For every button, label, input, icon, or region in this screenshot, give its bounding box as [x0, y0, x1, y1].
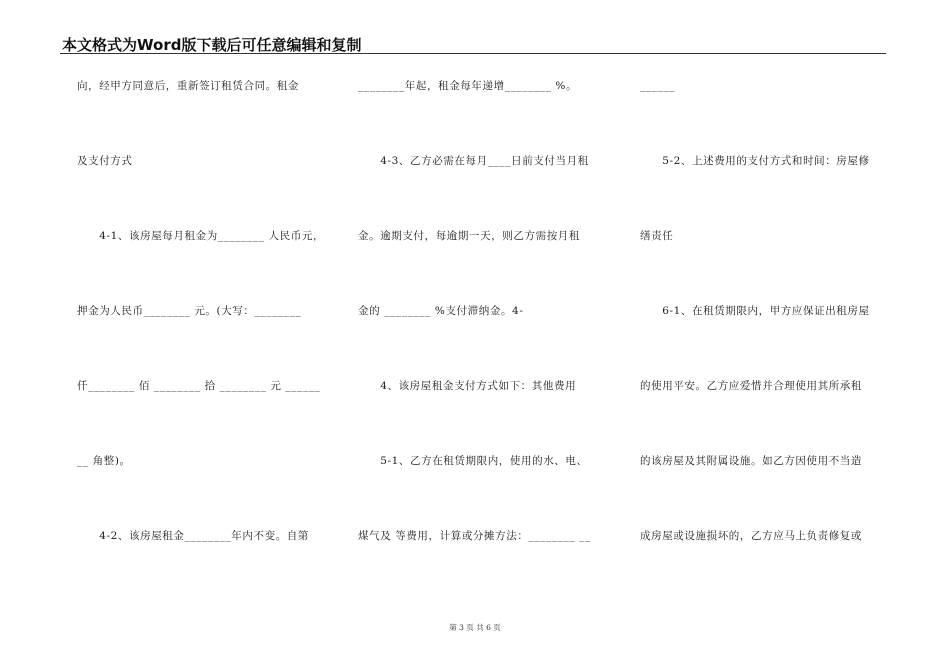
- text-line: ________年起，租金每年递增________ %。: [358, 80, 578, 92]
- text-line: 5-2、上述费用的支付方式和时间：房屋修: [640, 155, 870, 167]
- text-line: 煤气及 等费用，计算或分摊方法：________ __: [358, 530, 591, 542]
- text-line: ______: [640, 80, 676, 92]
- text-line: 金。逾期支付，每逾期一天，则乙方需按月租: [358, 230, 580, 242]
- text-column-3: [640, 0, 890, 672]
- text-line: 5-1、乙方在租赁期限内，使用的水、电、: [358, 455, 588, 467]
- text-line: 金的 ________ %支付滞纳金。4-: [358, 305, 524, 317]
- text-line: 6-1、在租赁期限内，甲方应保证出租房屋: [640, 305, 870, 317]
- text-line: 4-1、该房屋每月租金为________ 人民币元，: [77, 230, 325, 242]
- document-header-title: 本文格式为Word版下载后可任意编辑和复制: [62, 36, 362, 54]
- text-line: 缮责任: [640, 230, 674, 242]
- text-column-1: [77, 0, 332, 672]
- text-line: 向，经甲方同意后，重新签订租赁合同。租金: [77, 80, 299, 92]
- text-line: 及支付方式: [77, 155, 133, 167]
- text-column-2: [358, 0, 613, 672]
- text-line: 4-3、乙方必需在每月____日前支付当月租: [358, 155, 589, 167]
- text-line: 押金为人民币________ 元。(大写：________: [77, 305, 302, 317]
- page-number-footer: 第 3 页 共 6 页: [449, 623, 501, 632]
- text-line: 的使用平安。乙方应爱惜并合理使用其所承租: [640, 380, 862, 392]
- text-line: 仟________ 佰 ________ 拾 ________ 元 ______: [77, 380, 321, 392]
- text-line: 成房屋或设施损坏的，乙方应马上负责修复或: [640, 530, 862, 542]
- text-line: __ 角整)。: [77, 455, 131, 467]
- text-line: 4、该房屋租金支付方式如下：其他费用: [358, 380, 577, 392]
- text-line: 的该房屋及其附属设施。如乙方因使用不当造: [640, 455, 862, 467]
- text-line: 4-2、该房屋租金________年内不变。自第: [77, 530, 310, 542]
